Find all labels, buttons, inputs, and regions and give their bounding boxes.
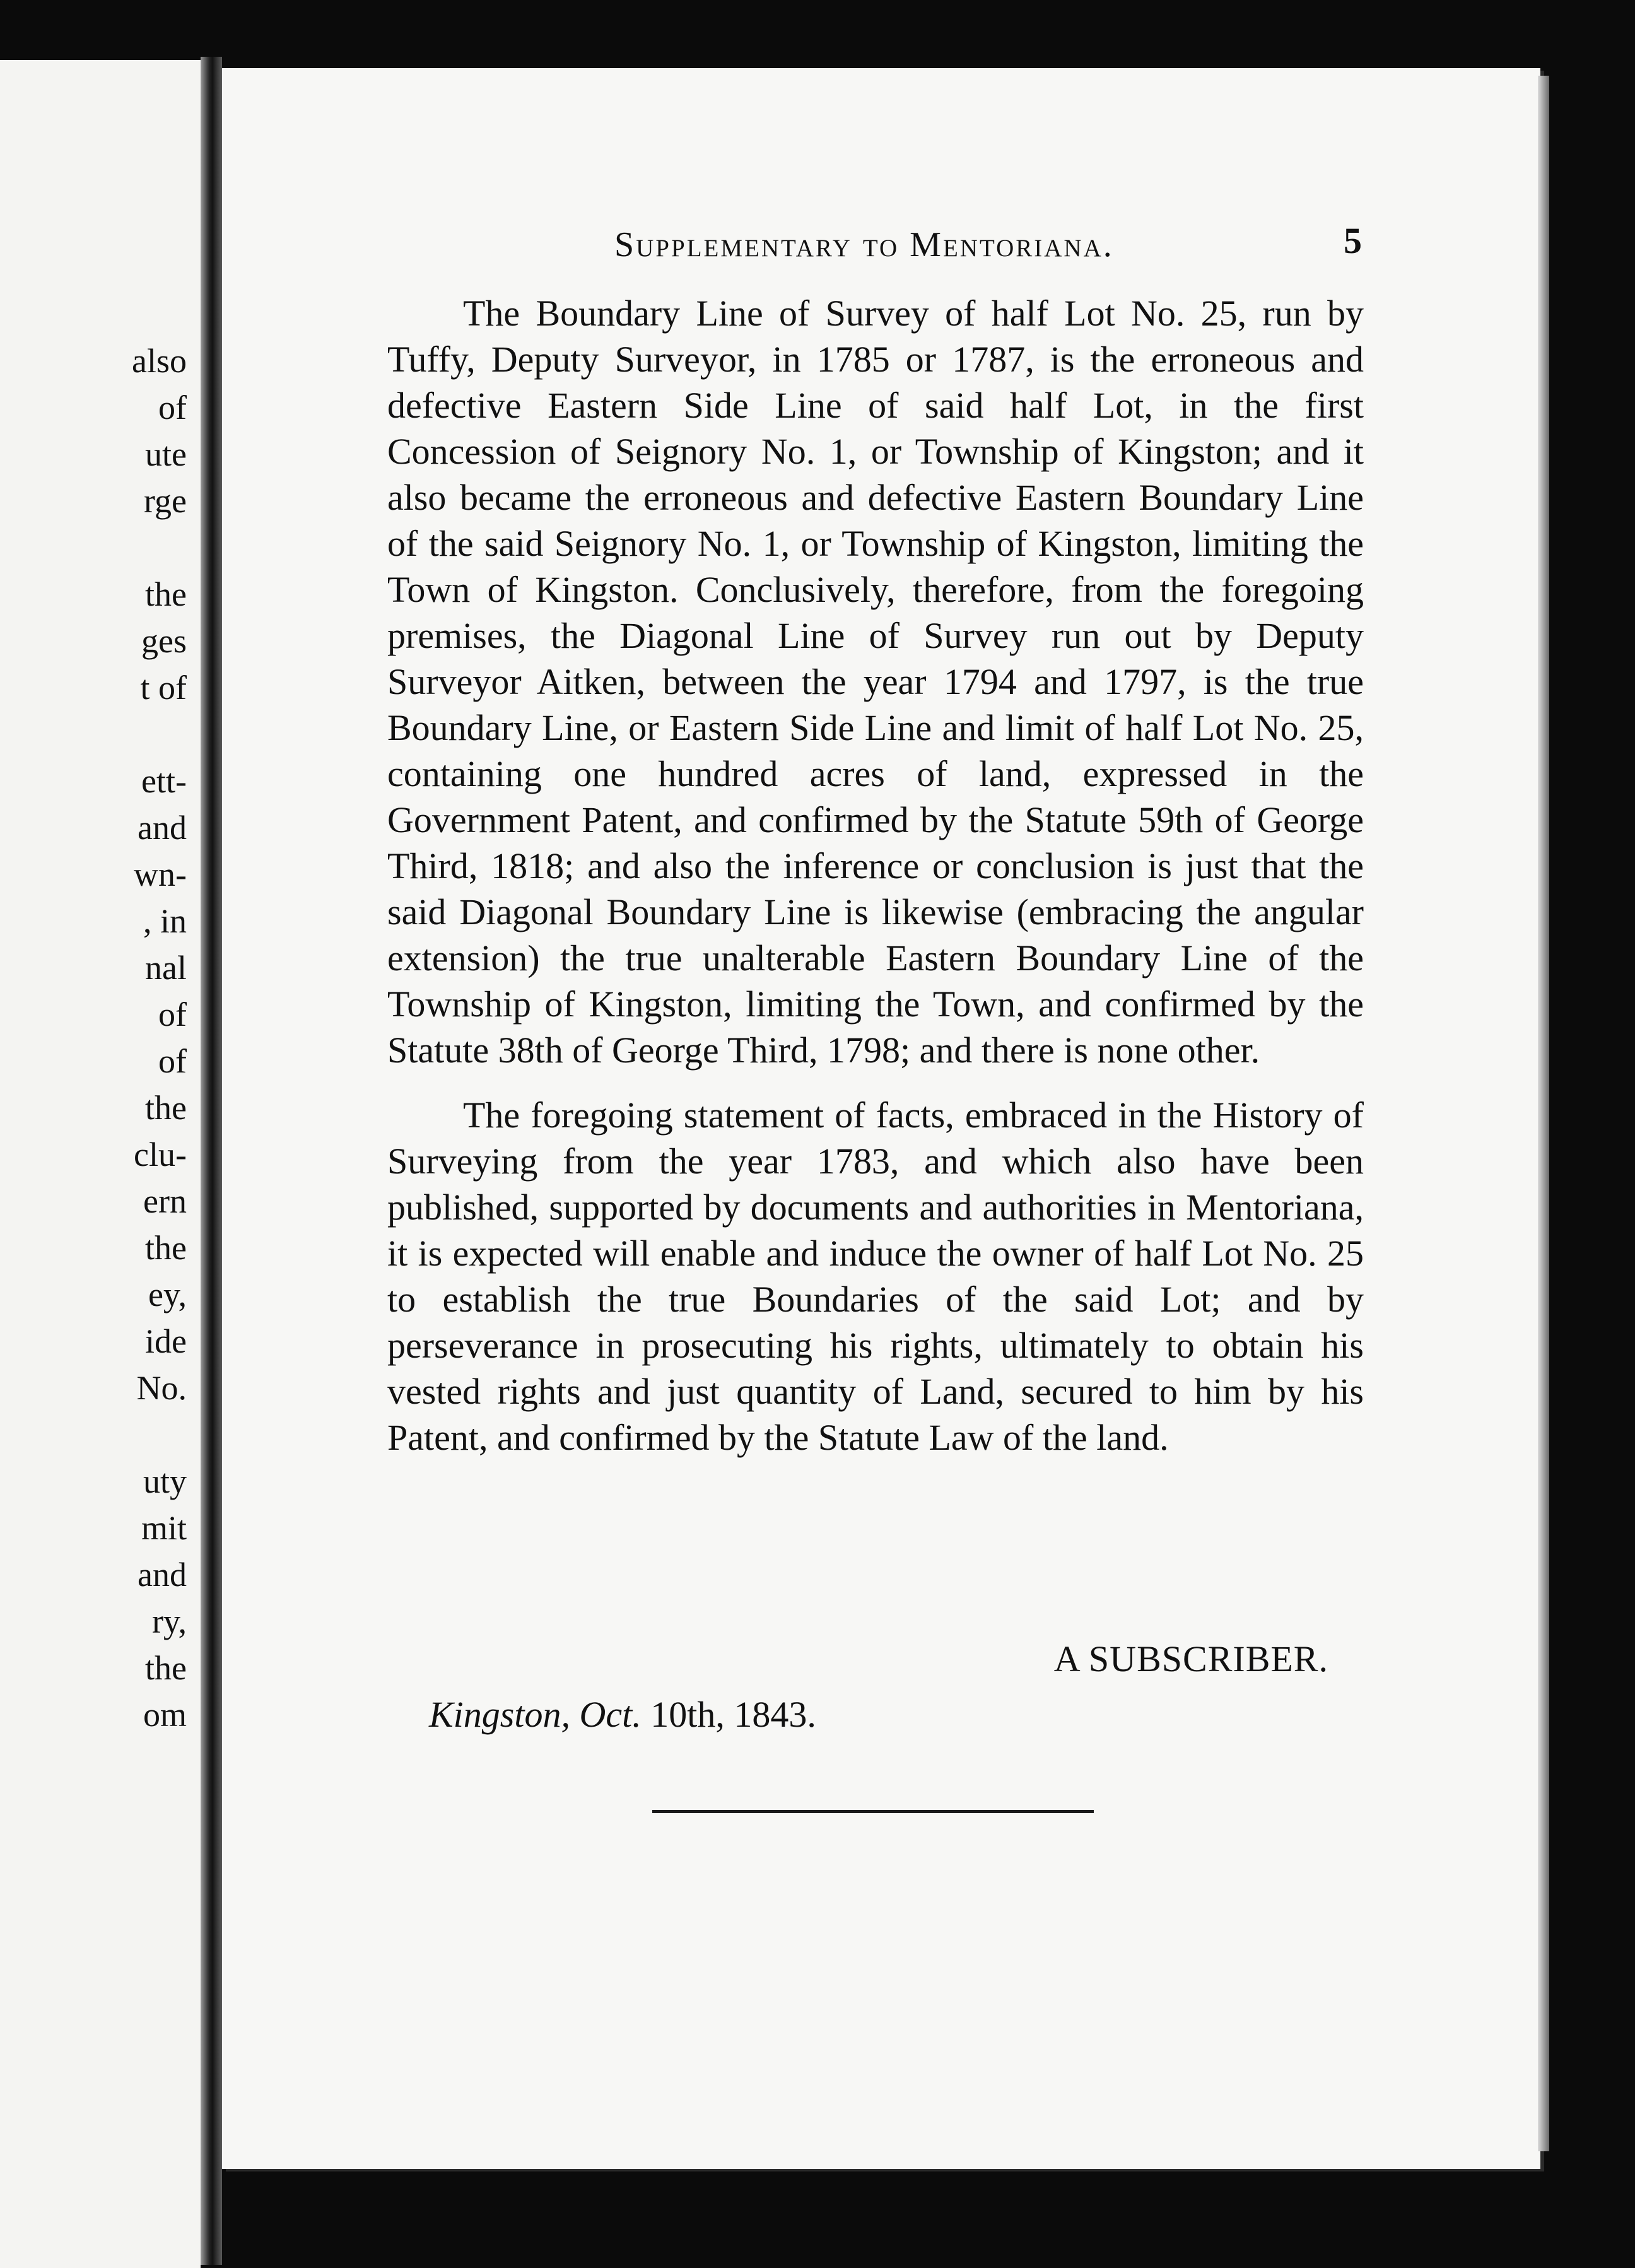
facing-page-line: of (158, 996, 187, 1033)
facing-page-line: t of (140, 669, 187, 707)
facing-page-line: No. (136, 1369, 187, 1407)
facing-page-line: mit (141, 1509, 187, 1547)
book-gutter (201, 57, 222, 2265)
facing-page-line: ry, (152, 1602, 187, 1640)
facing-page-line: ey, (148, 1276, 187, 1313)
facing-page-line: the (145, 575, 187, 613)
dateline-date: 10th, 1843. (650, 1694, 816, 1735)
page-edge (1538, 76, 1549, 2151)
facing-page-line: ute (145, 435, 187, 473)
closing-rule (652, 1810, 1094, 1813)
paragraph-1: The Boundary Line of Survey of half Lot No. 25, run by Tuffy, Deputy Surveyor, in 1785 or 1787, is the erroneous and defective Eastern Side Line of said half Lot, in the first Concession of Seignory No. 1, or Township of Kingston; and it also became the erroneous and defective Eastern Boundary Line of the said Seignory No. 1, or Township of Kingston, limiting the Town of Kingston. Conclusively, therefore, from the foregoing premises, the Diagonal Line of Survey run out by Deputy Surveyor Aitken, between the year 1794 and 1797, is the true Boundary Line, or Eastern Side Line and limit of half Lot No. 25, containing one hundred acres of land, expressed in the Government Patent, and confirmed by the Statute 59th of George Third, 1818; and also the inference or conclusion is just that the said Diagonal Boundary Line is likewise (embracing the angular extension) the true unalterable Eastern Boundary Line of the Township of Kingston, limiting the Town, and confirmed by the Statute 38th of George Third, 1798; and there is none other. (387, 293, 1364, 1071)
running-title: Supplementary to Mentoriana. (614, 225, 1114, 264)
facing-page-line: ide (145, 1322, 187, 1360)
facing-page-line: , in (143, 902, 187, 940)
facing-page-fragment (0, 60, 201, 2268)
facing-page-line: the (145, 1649, 187, 1687)
facing-page-line: the (145, 1089, 187, 1127)
facing-page-line (0, 524, 201, 571)
facing-page-line: and (138, 809, 187, 847)
facing-page-line: ett- (141, 762, 187, 800)
facing-page-line: the (145, 1229, 187, 1267)
body-text (387, 290, 1364, 1460)
facing-page-line: and (138, 1556, 187, 1594)
facing-page-line: ern (143, 1182, 187, 1220)
signature: A SUBSCRIBER. (1053, 1638, 1328, 1679)
dateline-place: Kingston, (429, 1694, 570, 1735)
facing-page-line: rge (144, 482, 187, 520)
facing-page-line: ges (141, 622, 187, 660)
dateline (429, 1693, 816, 1736)
paragraph-2: The foregoing statement of facts, embraced in the History of Surveying from the year 1783, and which also have been published, supported by documents and authorities in Mentoriana, it is expected will enable and induce the owner of half Lot No. 25 to establish the true Boundaries of the said Lot; and by perseverance in prosecuting his rights, ultimately to obtain his vested rights and just quantity of Land, secured to him by his Patent, and confirmed by the Statute Law of the land. (387, 1095, 1364, 1458)
facing-page-line: of (158, 1042, 187, 1080)
facing-page-line: of (158, 389, 187, 426)
dateline-month: Oct. (579, 1694, 642, 1735)
page-number: 5 (1344, 220, 1364, 261)
facing-page-line: om (143, 1696, 187, 1734)
facing-page-line (0, 1411, 201, 1458)
facing-page-line: clu- (134, 1136, 187, 1173)
facing-page-text (0, 338, 201, 1738)
book-page (222, 68, 1540, 2169)
facing-page-line: wn- (134, 855, 187, 893)
facing-page-line: nal (145, 949, 187, 987)
facing-page-line: uty (143, 1462, 187, 1500)
facing-page-line (0, 711, 201, 758)
facing-page-line: also (132, 342, 187, 380)
